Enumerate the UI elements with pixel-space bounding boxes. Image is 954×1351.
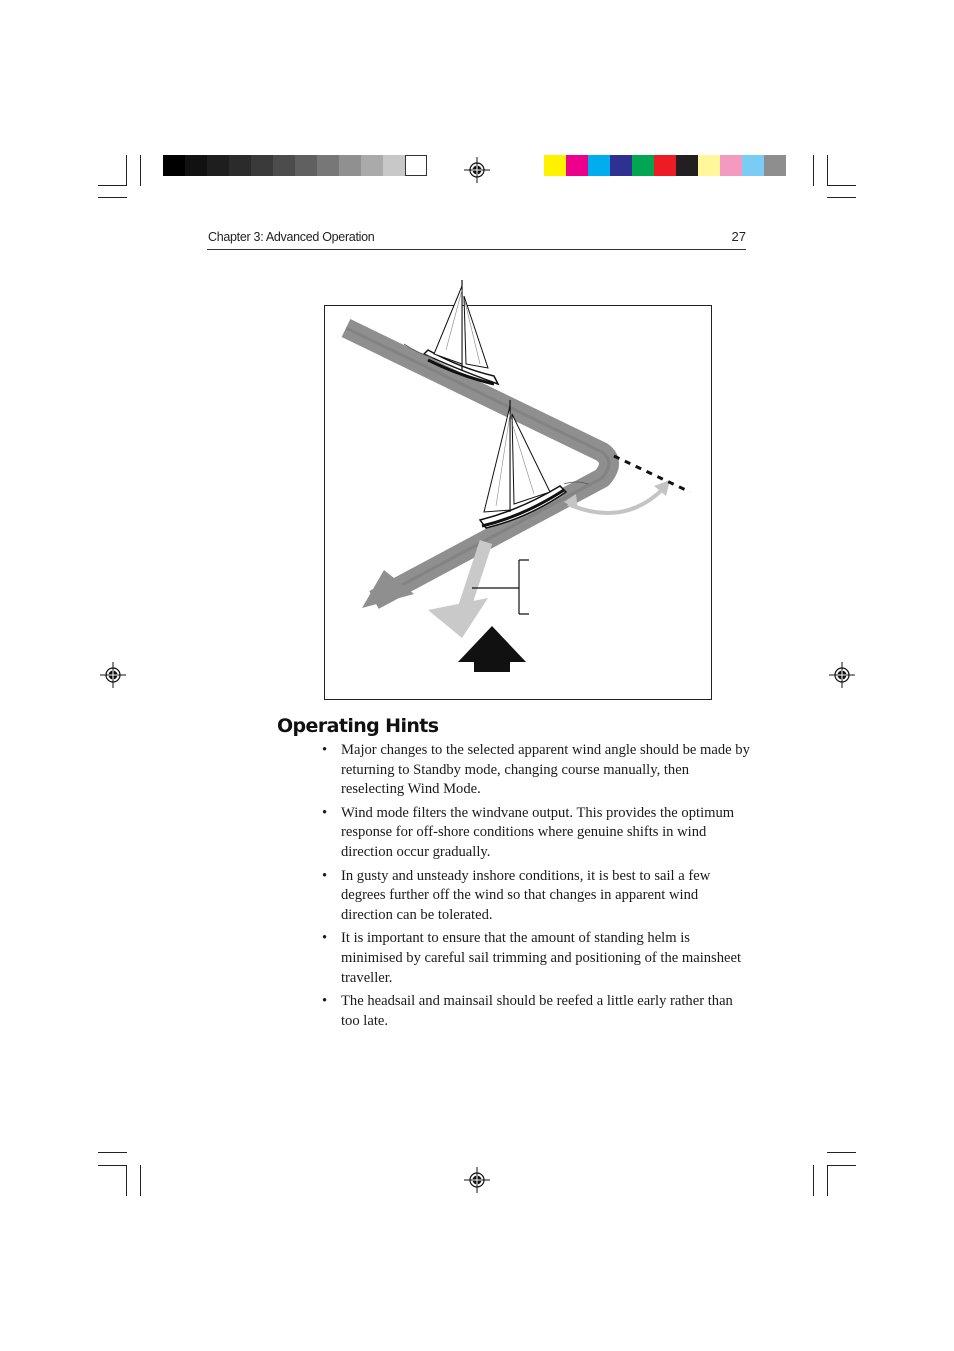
color-swatch (339, 155, 361, 176)
wind-direction-arrow-icon (458, 626, 526, 672)
hint-text: Major changes to the selected apparent wind angle should be made by returning to Standby mode, changing course manually, then reselecting Wind Mode. (341, 742, 750, 798)
color-swatch (588, 155, 610, 176)
color-swatch (566, 155, 588, 176)
color-swatch (295, 155, 317, 176)
crop-mark (140, 1165, 141, 1196)
list-item (320, 804, 750, 863)
color-swatch (698, 155, 720, 176)
wind-mode-course-diagram (324, 280, 712, 700)
section-heading: Operating Hints (277, 715, 439, 737)
registration-mark-icon (464, 1167, 490, 1193)
crop-mark (98, 1152, 127, 1153)
color-swatch (742, 155, 764, 176)
color-swatch (361, 155, 383, 176)
bullet-icon: • (322, 867, 328, 884)
color-swatch (163, 155, 185, 176)
bullet-icon: • (322, 742, 328, 758)
color-swatch (185, 155, 207, 176)
hint-text: In gusty and unsteady inshore conditions, it is best to sail a few degrees further off the wind so that changes in apparent wind direction can be tolerated. (341, 867, 711, 923)
hint-text: It is important to ensure that the amount of standing helm is minimised by careful sail trimming and positioning of the mainsheet traveller. (341, 930, 742, 986)
list-item (320, 867, 750, 926)
crop-mark (827, 1165, 856, 1166)
color-swatch (251, 155, 273, 176)
color-swatch (229, 155, 251, 176)
crop-mark (98, 1165, 127, 1166)
list-item (320, 929, 750, 988)
registration-mark-icon (464, 157, 490, 183)
color-swatch (720, 155, 742, 176)
color-swatch (317, 155, 339, 176)
registration-mark-icon (100, 662, 126, 688)
bullet-icon: • (322, 930, 328, 947)
crop-mark (827, 197, 856, 198)
color-swatch (544, 155, 566, 176)
crop-mark (126, 1165, 127, 1196)
color-swatch (632, 155, 654, 176)
crop-mark (140, 155, 141, 186)
hint-text: Wind mode filters the windvane output. This provides the optimum response for off-shore conditions where genuine shifts in wind direction occur gradually. (341, 804, 735, 860)
color-swatch (676, 155, 698, 176)
page-number: 27 (731, 229, 746, 244)
color-swatch (764, 155, 786, 176)
crop-mark (827, 1165, 828, 1196)
operating-hints-list (320, 741, 750, 1035)
color-swatch (654, 155, 676, 176)
crop-mark (827, 1152, 856, 1153)
running-header-title: Chapter 3: Advanced Operation (208, 230, 375, 244)
list-item (320, 741, 750, 800)
header-rule (207, 249, 746, 250)
crop-mark (98, 197, 127, 198)
color-swatch (405, 155, 427, 176)
color-swatch (383, 155, 405, 176)
crop-mark (827, 155, 828, 186)
registration-mark-icon (829, 662, 855, 688)
list-item (320, 992, 750, 1031)
crop-mark (98, 185, 127, 186)
color-swatch (207, 155, 229, 176)
crop-mark (827, 185, 856, 186)
color-swatch (610, 155, 632, 176)
crop-mark (813, 155, 814, 186)
bullet-icon: • (322, 804, 328, 821)
crop-mark (813, 1165, 814, 1196)
crop-mark (126, 155, 127, 186)
hint-text: The headsail and mainsail should be reefed a little early rather than too late. (341, 993, 733, 1029)
color-swatch (273, 155, 295, 176)
bullet-icon: • (322, 993, 328, 1010)
apparent-wind-line (614, 456, 690, 492)
